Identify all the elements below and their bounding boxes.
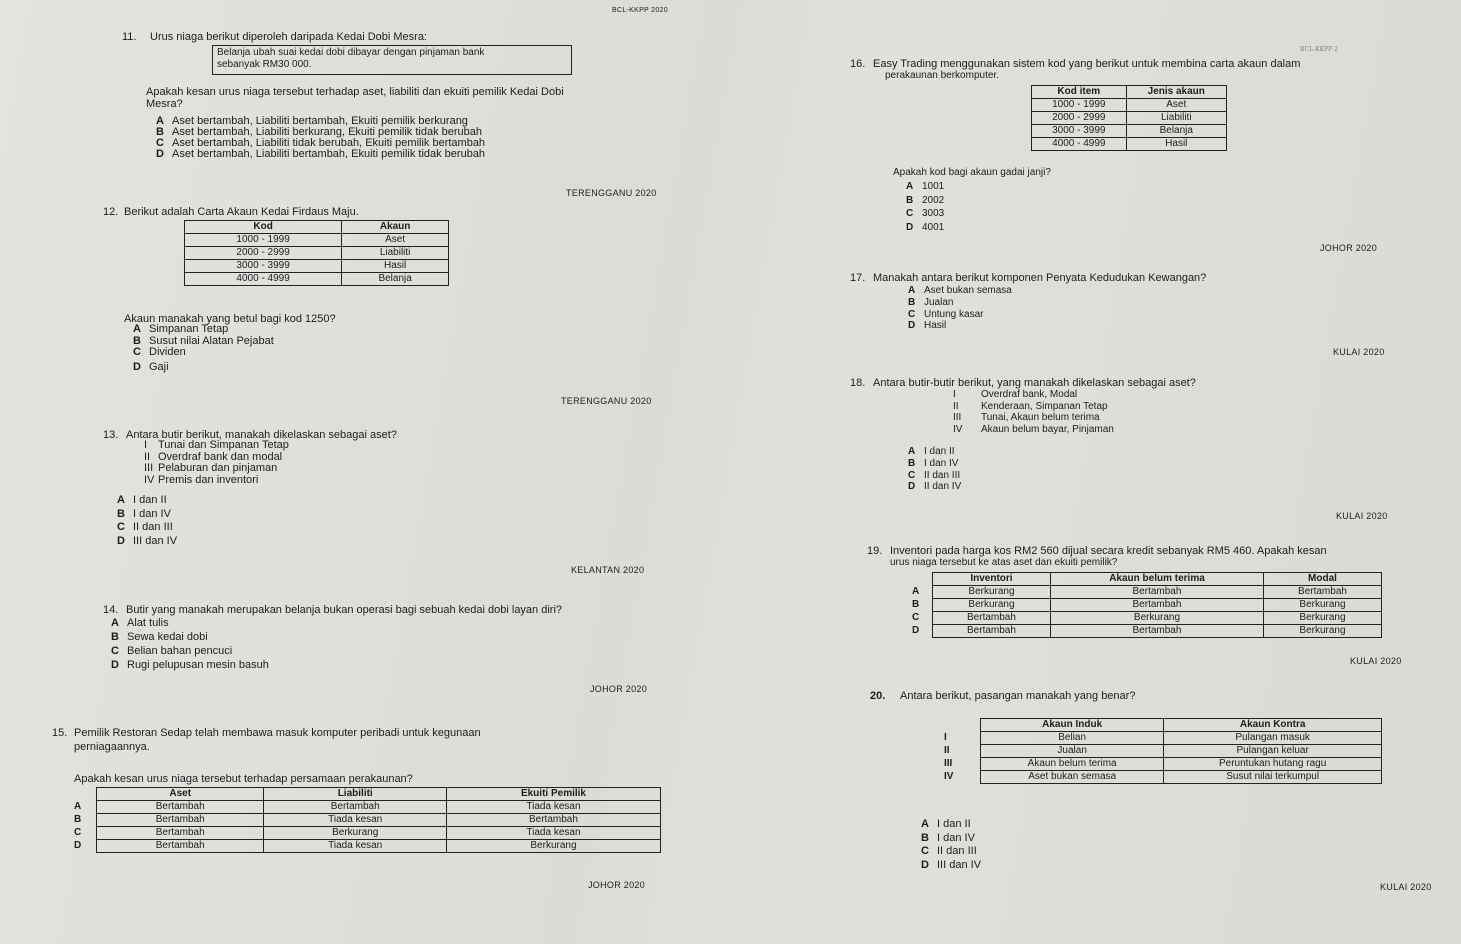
q16-option-c[interactable]: C 3003 [906,208,945,219]
q20-option-c[interactable]: C II dan III [921,845,977,857]
q11-stem: Urus niaga berikut diperoleh daripada Kedai Dobi Mesra: [150,31,427,43]
q17-option-c[interactable]: C Untung kasar [908,308,984,320]
q13-option-d[interactable]: D III dan IV [117,534,178,547]
q14-option-d[interactable]: D Rugi pelupusan mesin basuh [111,659,269,671]
q11-option-d[interactable]: D Aset bertambah, Liabiliti bertambah, Ekuiti pemilik tidak berubah [156,148,486,160]
q13-option-b[interactable]: B I dan IV [117,507,171,520]
q12-question: Akaun manakah yang betul bagi kod 1250? [124,313,336,325]
q13-option-c[interactable]: C II dan III [117,521,173,533]
q14-number: 14. [103,604,119,616]
q13-options [117,494,177,548]
q12-stem: Berikut adalah Carta Akaun Kedai Firdaus Maju. [124,206,359,218]
q17-option-a[interactable]: A Aset bukan semasa [908,285,1012,296]
q11-source: TERENGGANU 2020 [566,188,657,198]
q20-source: KULAI 2020 [1380,882,1432,892]
q17-source: KULAI 2020 [1333,347,1385,357]
list-item: III Tunai, Akaun belum terima [953,412,1100,423]
q20-option-a[interactable]: A I dan II [921,818,971,830]
q16-options [906,180,944,234]
q17-stem: Manakah antara berikut komponen Penyata Kedudukan Kewangan? [873,272,1207,284]
q18-option-b[interactable]: B I dan IV [908,457,959,469]
list-item: II Kenderaan, Simpanan Tetap [953,400,1108,412]
table-row: IV Aset bukan semasa Susut nilai terkumpul [940,771,1382,784]
q13-number: 13. [103,429,119,441]
q15-equation-table [70,787,661,853]
table-row: 2000 - 2999 Liabiliti [1032,112,1227,125]
q18-stem: Antara butir-butir berikut, yang manakah dikelaskan sebagai aset? [873,377,1196,389]
table-row: 4000 - 4999 Belanja [185,273,449,286]
q20-contra-accounts-table [940,718,1382,784]
q18-options [908,446,961,493]
q12-source: TERENGGANU 2020 [561,396,652,406]
q12-option-a[interactable]: A Simpanan Tetap [133,323,229,335]
q16-stem-line1: Easy Trading menggunakan sistem kod yang berikut untuk membina carta akaun dalam [873,58,1301,70]
q19-number: 19. [867,545,883,557]
table-row[interactable]: A Berkurang Bertambah Bertambah [908,586,1382,599]
q16-code-table [1031,85,1227,151]
list-item: II Overdraf bank dan modal [144,450,283,463]
q19-header-modal: Modal [1264,573,1382,586]
q19-header-inventori: Inventori [933,573,1051,586]
q11-option-c[interactable]: C Aset bertambah, Liabiliti tidak berubah, Ekuiti pemilik bertambah [156,137,486,149]
q14-option-c[interactable]: C Belian bahan pencuci [111,645,233,657]
list-item: III Pelaburan dan pinjaman [144,462,278,474]
q15-stem-line1: Pemilik Restoran Sedap telah membawa masuk komputer peribadi untuk kegunaan [74,727,481,739]
table-row[interactable]: C Bertambah Berkurang Tiada kesan [70,827,661,840]
table-row: 1000 - 1999 Aset [1032,99,1227,112]
list-item: I Overdraf bank, Modal [953,389,1078,400]
table-row: II Jualan Pulangan keluar [940,745,1382,758]
q18-source: KULAI 2020 [1336,511,1388,521]
q15-header-liabiliti: Liabiliti [264,788,446,801]
table-row: 3000 - 3999 Hasil [185,260,449,273]
q12-header-akaun: Akaun [342,221,449,234]
q17-options [908,285,1012,332]
q11-box-line2: sebanyak RM30 000. [217,58,312,70]
q11-question-line1: Apakah kesan urus niaga tersebut terhadap aset, liabiliti dan ekuiti pemilik Kedai Dobi [146,86,564,98]
table-row: 1000 - 1999 Aset [185,234,449,247]
q18-option-c[interactable]: C II dan III [908,469,961,481]
list-item: I Tunai dan Simpanan Tetap [144,439,289,451]
handwritten-scribble: BCL-KKPP 2 [1300,46,1338,53]
table-row[interactable]: B Bertambah Tiada kesan Bertambah [70,814,661,827]
q16-question: Apakah kod bagi akaun gadai janji? [893,167,1051,178]
q13-items [144,440,289,486]
q12-option-b[interactable]: B Susut nilai Alatan Pejabat [133,334,274,347]
table-row: I Belian Pulangan masuk [940,732,1382,745]
q20-number: 20. [870,690,886,702]
list-item: IV Akaun belum bayar, Pinjaman [953,423,1114,435]
q17-option-b[interactable]: B Jualan [908,296,954,308]
q19-source: KULAI 2020 [1350,656,1402,666]
q11-option-a[interactable]: A Aset bertambah, Liabiliti bertambah, Ekuiti pemilik berkurang [156,115,468,127]
q11-options [156,116,485,160]
q20-header-akaun-induk: Akaun Induk [981,719,1164,732]
q12-chart-of-accounts-table [184,220,449,286]
q16-header-jenis-akaun: Jenis akaun [1126,86,1226,99]
q18-number: 18. [850,377,866,389]
q15-number: 15. [52,727,68,739]
q16-option-b[interactable]: B 2002 [906,194,945,206]
q17-number: 17. [850,272,866,284]
q15-header-aset: Aset [97,788,264,801]
q13-option-a[interactable]: A I dan II [117,494,167,506]
q19-stem-line1: Inventori pada harga kos RM2 560 dijual secara kredit sebanyak RM5 460. Apakah kesan [890,545,1327,557]
q11-number: 11. [122,31,137,43]
q19-header-akaun-belum-terima: Akaun belum terima [1050,573,1263,586]
table-row: 4000 - 4999 Hasil [1032,138,1227,151]
q12-option-c[interactable]: C Dividen [133,346,186,358]
q11-box-line1: Belanja ubah suai kedai dobi dibayar dengan pinjaman bank [217,47,485,58]
q14-source: JOHOR 2020 [590,684,648,694]
q15-source: JOHOR 2020 [588,880,646,890]
q16-stem-line2: perakaunan berkomputer. [885,70,999,81]
q16-source: JOHOR 2020 [1320,243,1378,253]
q15-stem-line2: perniagaannya. [74,741,150,753]
q11-statement-box [212,45,572,75]
q19-effect-table [908,572,1382,638]
list-item: IV Premis dan inventori [144,473,259,486]
q20-option-d[interactable]: D III dan IV [921,858,982,871]
q12-number: 12. [103,206,119,218]
q12-options [133,324,274,373]
q15-question: Apakah kesan urus niaga tersebut terhadap persamaan perakaunan? [74,773,413,785]
q11-question-line2: Mesra? [146,98,183,110]
q14-option-a[interactable]: A Alat tulis [111,617,169,629]
table-row: 2000 - 2999 Liabiliti [185,247,449,260]
q14-option-b[interactable]: B Sewa kedai dobi [111,631,208,643]
q13-stem: Antara butir berikut, manakah dikelaskan sebagai aset? [126,429,397,441]
table-row[interactable]: A Bertambah Bertambah Tiada kesan [70,801,661,814]
q18-option-d[interactable]: D II dan IV [908,481,962,493]
q14-options [111,616,269,672]
q18-option-a[interactable]: A I dan II [908,446,955,457]
table-row[interactable]: B Berkurang Bertambah Berkurang [908,599,1382,612]
table-row: 3000 - 3999 Belanja [1032,125,1227,138]
q16-number: 16. [850,58,866,70]
q15-header-ekuiti: Ekuiti Pemilik [446,788,660,801]
table-row[interactable]: D Bertambah Bertambah Berkurang [908,625,1382,638]
q12-header-kod: Kod [185,221,342,234]
table-row[interactable]: C Bertambah Berkurang Berkurang [908,612,1382,625]
table-row[interactable]: D Bertambah Tiada kesan Berkurang [70,840,661,853]
q20-options [921,818,981,872]
q19-stem-line2: urus niaga tersebut ke atas aset dan ekuiti pemilik? [890,557,1118,568]
q16-option-a[interactable]: A 1001 [906,181,945,192]
q16-header-kod-item: Kod item [1032,86,1127,99]
table-row: III Akaun belum terima Peruntukan hutang ragu [940,758,1382,771]
q20-header-akaun-kontra: Akaun Kontra [1164,719,1382,732]
q14-stem: Butir yang manakah merupakan belanja bukan operasi bagi sebuah kedai dobi layan diri? [126,604,563,616]
q12-option-d[interactable]: D Gaji [133,360,169,373]
q17-option-d[interactable]: D Hasil [908,320,947,332]
page-header-code: BCL-KKPP 2020 [612,7,668,14]
q13-source: KELANTAN 2020 [571,565,645,575]
q20-option-b[interactable]: B I dan IV [921,831,975,844]
q18-items [953,389,1114,435]
q20-stem: Antara berikut, pasangan manakah yang benar? [900,690,1136,702]
q16-option-d[interactable]: D 4001 [906,221,945,233]
q11-option-b[interactable]: B Aset bertambah, Liabiliti berkurang, Ekuiti pemilik tidak berubah [156,126,482,138]
